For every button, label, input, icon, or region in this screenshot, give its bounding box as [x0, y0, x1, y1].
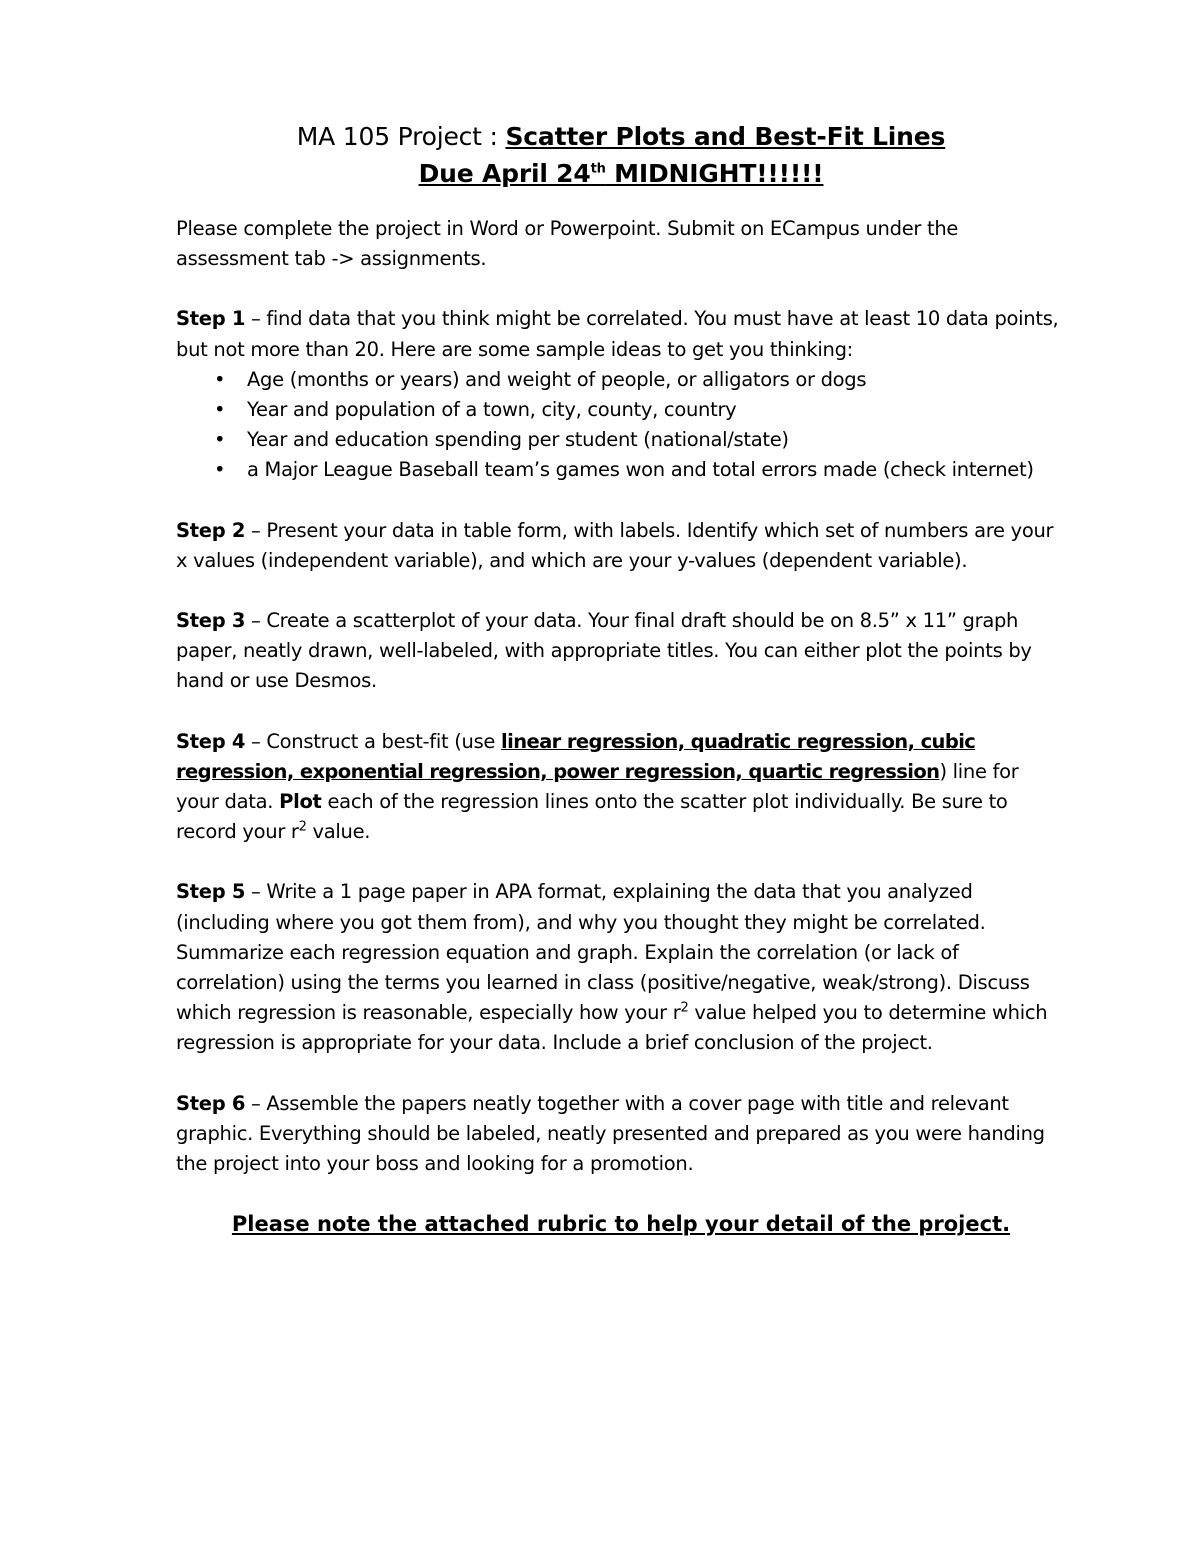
step-3-label: Step 3	[176, 609, 246, 633]
list-item-text: a Major League Baseball team’s games won and total errors made (check internet)	[247, 458, 1034, 482]
step-6-text: – Assemble the papers neatly together with a cover page with title and relevant graphic. Everything should be labeled, neatly presented and prepared as you were handing the project into your boss and looking for a promotion.	[176, 1091, 1045, 1176]
step-4-text-b: ) line for your data.	[176, 759, 1019, 814]
list-item	[176, 365, 1066, 395]
regression-types: linear regression, quadratic regression, cubic regression, exponential regression, power regression, quartic regression	[176, 729, 976, 783]
list-item	[176, 425, 1066, 455]
step-1-text: – find data that you think might be correlated. You must have at least 10 data points, but not more than 20. Here are some sample ideas to get you thinking:	[176, 307, 1059, 361]
bullet-icon: •	[214, 398, 226, 422]
step-2	[176, 516, 1066, 576]
step-4-text-d: value.	[306, 820, 371, 844]
list-item-text: Age (months or years) and weight of people, or alligators or dogs	[247, 367, 867, 391]
bullet-icon: •	[214, 428, 226, 452]
bullet-icon: •	[214, 458, 226, 482]
step-5-text-a: – Write a 1 page paper in APA format, explaining the data that you analyzed (including where you got them from), and why you thought they might be correlated. Summarize each regression equation and graph. Explain the correlation (or lack of correlation) using the terms you learned in class (positive/negative, weak/strong). Discuss which regression is reasonable, especially how your r	[176, 880, 1030, 1025]
due-prefix: Due April 24	[418, 159, 591, 188]
list-item-text: Year and population of a town, city, county, country	[247, 398, 737, 422]
step-5	[176, 877, 1066, 1058]
step-3	[176, 606, 1066, 697]
r-squared-sup: 2	[680, 1000, 689, 1016]
rubric-note: Please note the attached rubric to help your detail of the project.	[231, 1212, 1011, 1237]
plot-emphasis: Plot	[279, 790, 322, 814]
step-6-label: Step 6	[176, 1091, 246, 1115]
title-topic: Scatter Plots and Best-Fit Lines	[505, 122, 946, 151]
due-sup: th	[590, 161, 606, 177]
step-1	[176, 304, 1066, 364]
step-1-label: Step 1	[176, 307, 246, 331]
step-1-ideas-list	[176, 365, 1066, 486]
step-6	[176, 1089, 1066, 1180]
document-title	[176, 118, 1066, 155]
r-squared-sup: 2	[298, 819, 307, 835]
step-3-text: – Create a scatterplot of your data. Your final draft should be on 8.5” x 11” graph paper, neatly drawn, well-labeled, with appropriate titles. You can either plot the points by hand or use Desmos.	[176, 609, 1032, 693]
list-item-text: Year and education spending per student (national/state)	[247, 428, 789, 452]
list-item	[176, 395, 1066, 425]
step-4	[176, 727, 1066, 848]
step-5-label: Step 5	[176, 880, 246, 904]
step-4-label: Step 4	[176, 729, 246, 753]
document-body	[176, 118, 1066, 1239]
step-4-text-a: – Construct a best-fit (use	[245, 729, 502, 753]
step-2-text: – Present your data in table form, with labels. Identify which set of numbers are your x values (independent variable), and which are your y-values (dependent variable).	[176, 518, 1054, 572]
intro-paragraph: Please complete the project in Word or Powerpoint. Submit on ECampus under the assessment tab -> assignments.	[176, 217, 959, 271]
due-suffix: MIDNIGHT!!!!!!	[605, 159, 824, 188]
step-4-text-c: each of the regression lines onto the scatter plot individually. Be sure to record your r	[176, 790, 1008, 844]
step-5-text-b: value helped you to determine which regression is appropriate for your data. Include a brief conclusion of the project.	[176, 1001, 1048, 1055]
list-item	[176, 455, 1066, 485]
step-2-label: Step 2	[176, 518, 246, 542]
title-prefix: MA 105 Project :	[296, 122, 506, 151]
due-date	[176, 155, 1066, 192]
bullet-icon: •	[214, 367, 226, 391]
